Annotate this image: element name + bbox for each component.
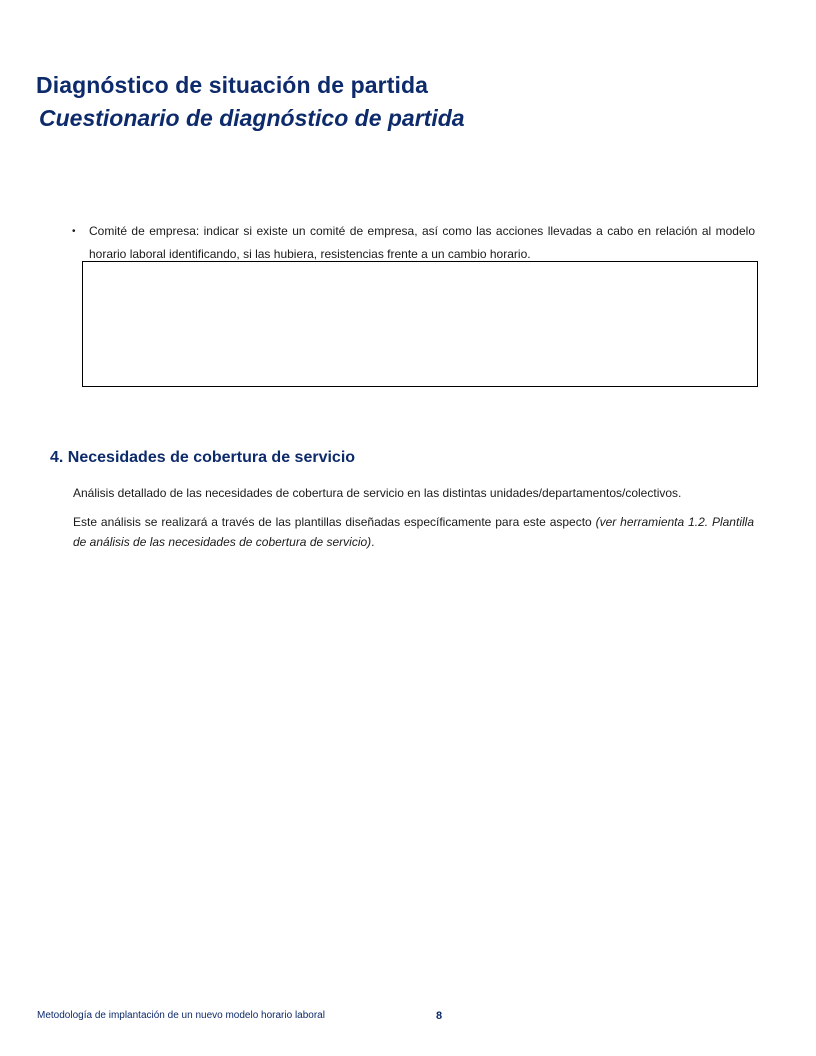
- page-number: 8: [436, 1010, 443, 1022]
- section-heading-coverage-needs: 4. Necesidades de cobertura de servicio: [50, 449, 356, 466]
- bullet-icon: •: [72, 226, 76, 237]
- footer-document-title: Metodología de implantación de un nuevo modelo horario laboral: [37, 1010, 325, 1021]
- template-reference-text: Este análisis se realizará a través de las plantillas diseñadas específicamente para este aspecto: [73, 515, 596, 529]
- template-reference-end: .: [371, 535, 375, 549]
- page-subtitle: Cuestionario de diagnóstico de partida: [39, 105, 465, 131]
- tool-reference-link: (ver herramienta 1.2. Plantilla de análisis de las necesidades de cobertura de servicio): [73, 515, 754, 549]
- bullet-text: Comité de empresa: indicar si existe un comité de empresa, así como las acciones llevadas a cabo en relación al modelo horario laboral identificando, si las hubiera, resistencias frente a un cambio horario.: [89, 224, 755, 261]
- committee-bullet-item: [72, 220, 755, 266]
- coverage-analysis-paragraph: Análisis detallado de las necesidades de cobertura de servicio en las distintas unidades/departamentos/colectivos.: [73, 486, 682, 500]
- template-reference-paragraph: [73, 512, 754, 552]
- committee-answer-box[interactable]: [82, 261, 758, 387]
- page-title: Diagnóstico de situación de partida: [36, 72, 429, 98]
